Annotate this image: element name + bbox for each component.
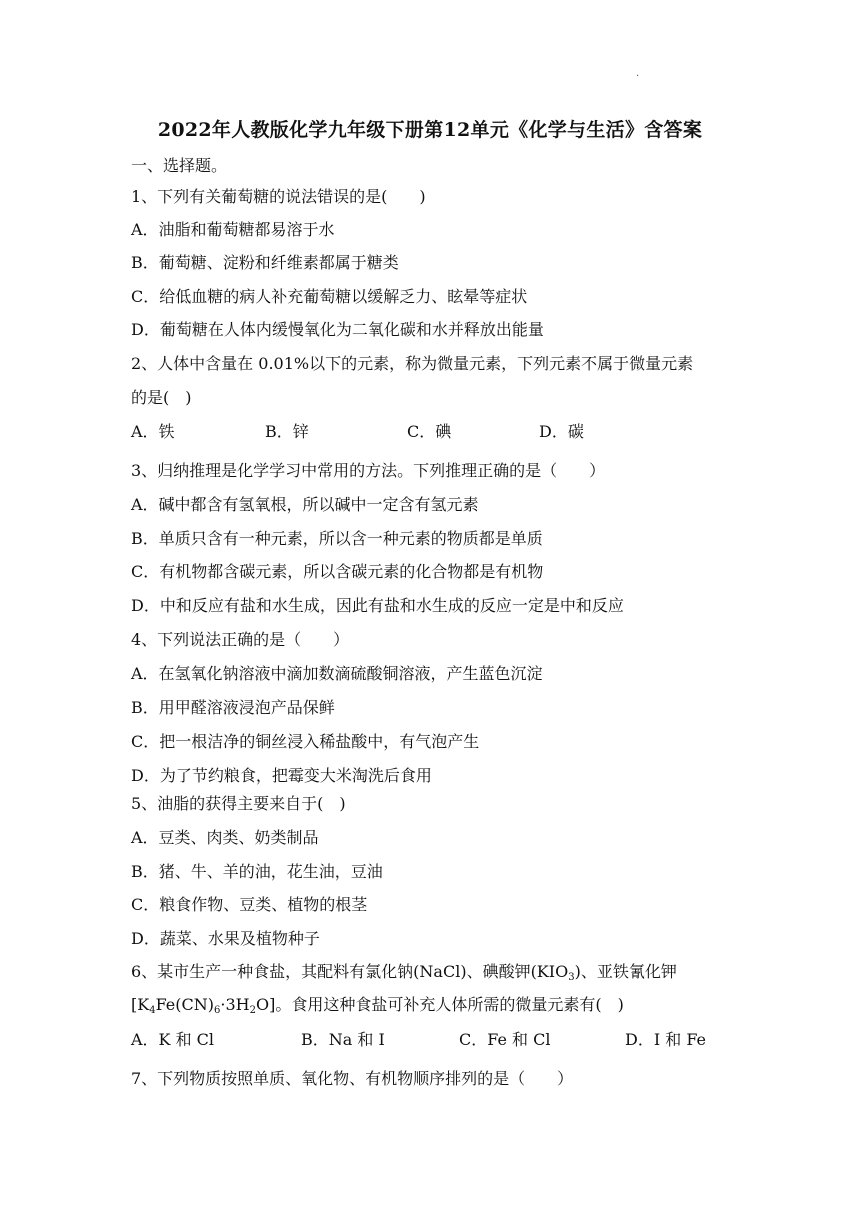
question-3-option-c: C．有机物都含碳元素，所以含碳元素的化合物都是有机物 [131, 562, 544, 581]
section-heading: 一、选择题。 [131, 156, 228, 175]
question-2-options [131, 420, 584, 444]
question-6-options [131, 1028, 706, 1052]
question-1-stem: 1、下列有关葡萄糖的说法错误的是( ) [131, 187, 426, 206]
question-6-stem-line-2-text-c: ·3H [220, 995, 250, 1014]
question-6-option-b: B．Na 和 I [301, 1030, 385, 1049]
question-1-option-b: B．葡萄糖、淀粉和纤维素都属于糖类 [131, 253, 399, 272]
question-1-option-a: A．油脂和葡萄糖都易溶于水 [131, 220, 335, 239]
question-4-option-d: D．为了节约粮食，把霉变大米淘洗后食用 [131, 766, 432, 785]
question-5-option-a: A．豆类、肉类、奶类制品 [131, 828, 319, 847]
question-5-option-d: D．蔬菜、水果及植物种子 [131, 929, 320, 948]
question-2-option-d: D．碳 [539, 422, 584, 441]
question-6-subscript-6: 6 [214, 1005, 221, 1016]
question-6-stem-line-2-text-a: [K [131, 995, 150, 1014]
question-6-option-a: A．K 和 Cl [131, 1030, 215, 1049]
question-6-stem-line-2-text-d: O]。食用这种食盐可补充人体所需的微量元素有( ) [255, 995, 624, 1014]
question-2-stem-line-1: 2、人体中含量在 0.01%以下的元素，称为微量元素，下列元素不属于微量元素 [131, 354, 694, 373]
question-4-option-a: A．在氢氧化钠溶液中滴加数滴硫酸铜溶液，产生蓝色沉淀 [131, 664, 543, 683]
question-1-option-d: D．葡萄糖在人体内缓慢氧化为二氧化碳和水并释放出能量 [131, 320, 544, 339]
question-4-stem: 4、下列说法正确的是（ ） [131, 630, 350, 649]
corner-dot: . [636, 68, 640, 79]
document-title: 2022年人教版化学九年级下册第12单元《化学与生活》含答案 [157, 119, 703, 141]
question-6-stem-line-2 [131, 993, 624, 1017]
question-6-option-d: D．I 和 Fe [625, 1030, 707, 1049]
question-1-option-c: C．给低血糖的病人补充葡萄糖以缓解乏力、眩晕等症状 [131, 287, 528, 306]
question-2-option-a: A．铁 [131, 422, 175, 441]
question-6-stem-line-1 [131, 960, 677, 984]
question-6-stem-line-1-text-a: 6、某市生产一种食盐，其配料有氯化钠(NaCl)、碘酸钾(KIO [131, 962, 569, 981]
question-5-stem: 5、油脂的获得主要来自于( ) [131, 794, 346, 813]
question-5-option-c: C．粮食作物、豆类、植物的根茎 [131, 895, 368, 914]
question-2-option-b: B．锌 [265, 422, 309, 441]
question-6-subscript-2: 2 [249, 1005, 256, 1016]
question-6-stem-line-2-text-b: Fe(CN) [155, 995, 214, 1014]
question-3-stem: 3、归纳推理是化学学习中常用的方法。下列推理正确的是（ ） [131, 461, 606, 480]
question-3-option-d: D．中和反应有盐和水生成，因此有盐和水生成的反应一定是中和反应 [131, 596, 624, 615]
question-4-option-c: C．把一根洁净的铜丝浸入稀盐酸中，有气泡产生 [131, 732, 480, 751]
question-3-option-a: A．碱中都含有氢氧根，所以碱中一定含有氢元素 [131, 495, 479, 514]
question-7-stem: 7、下列物质按照单质、氧化物、有机物顺序排列的是（ ） [131, 1069, 574, 1088]
question-2-option-c: C．碘 [407, 422, 452, 441]
question-6-option-c: C．Fe 和 Cl [459, 1030, 551, 1049]
question-6-subscript-3: 3 [568, 972, 575, 983]
question-3-option-b: B．单质只含有一种元素，所以含一种元素的物质都是单质 [131, 529, 543, 548]
question-4-option-b: B．用甲醛溶液浸泡产品保鲜 [131, 698, 335, 717]
question-6-subscript-4: 4 [149, 1005, 156, 1016]
question-5-option-b: B．猪、牛、羊的油，花生油，豆油 [131, 862, 383, 881]
question-6-stem-line-1-text-b: )、亚铁氰化钾 [574, 962, 677, 981]
question-2-stem-line-2: 的是( ) [131, 388, 192, 407]
